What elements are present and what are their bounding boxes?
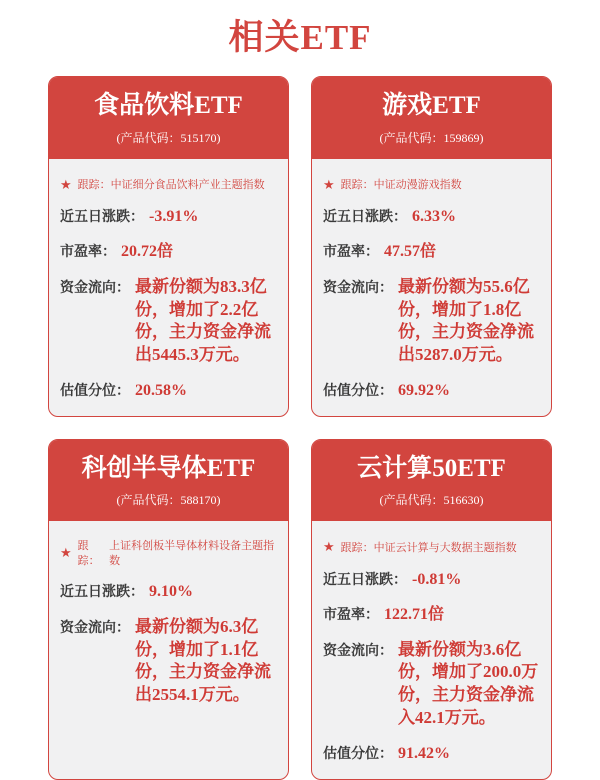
etf-cards-grid [0, 76, 600, 780]
etf-card-title [318, 455, 545, 483]
metric-label: 估值分位： [323, 745, 393, 762]
metric-row [60, 206, 277, 228]
etf-card-title-suffix: ETF [432, 92, 481, 119]
metric-label: 估值分位： [323, 382, 393, 399]
metric-label: 市盈率： [60, 242, 116, 259]
metric-row [60, 380, 277, 402]
metric-value: 47.57倍 [384, 242, 437, 260]
etf-card-header [49, 440, 288, 522]
metric-value: -0.81% [412, 571, 462, 589]
tracked-index-line [60, 539, 277, 568]
metric-row [323, 206, 540, 228]
etf-card[interactable] [311, 439, 552, 780]
etf-card-title [55, 455, 282, 483]
track-label: 跟踪： [77, 178, 111, 191]
etf-card-body [312, 159, 551, 416]
tracked-index-name: 中证细分食品饮料产业主题指数 [110, 178, 265, 191]
etf-card-title [318, 92, 545, 120]
metric-row [323, 639, 540, 731]
etf-card-header [49, 77, 288, 159]
star-icon: ★ [60, 176, 72, 192]
metric-row [323, 569, 540, 591]
metric-label: 资金流向： [60, 278, 130, 295]
etf-card-title-suffix: ETF [206, 454, 256, 482]
metric-list [60, 581, 277, 707]
etf-card-header [312, 77, 551, 159]
etf-card-body [49, 159, 288, 416]
track-label: 跟踪： [77, 540, 100, 567]
metric-row [60, 241, 277, 263]
star-icon: ★ [60, 545, 72, 561]
etf-card-title-cn: 食品饮料 [94, 91, 195, 119]
tracked-index-name: 上证科创板半导体材料设备主题指数 [109, 540, 275, 567]
etf-product-code: (产品代码：516630) [379, 493, 484, 508]
metric-list [60, 206, 277, 402]
etf-card-title-suffix: 50ETF [432, 454, 506, 482]
metric-row [323, 743, 540, 765]
metric-label: 近五日涨跌： [60, 583, 144, 600]
metric-label: 近五日涨跌： [323, 571, 407, 588]
metric-label: 市盈率： [323, 605, 379, 622]
tracked-index-name: 中证动漫游戏指数 [373, 178, 462, 191]
metric-value: 最新份额为55.6亿份，增加了1.8亿份，主力资金净流出5287.0万元。 [398, 276, 534, 365]
metric-value: 122.71倍 [384, 605, 445, 623]
etf-card-body [312, 521, 551, 778]
metric-value: 最新份额为6.3亿份，增加了1.1亿份，主力资金净流出2554.1万元。 [135, 616, 271, 705]
metric-row [323, 380, 540, 402]
metric-value: 20.72倍 [121, 242, 174, 260]
etf-card-title-suffix: ETF [194, 92, 243, 119]
etf-card-title-cn: 云计算 [357, 453, 433, 482]
tracked-index-line [323, 539, 540, 556]
page-title [0, 10, 600, 60]
metric-label: 估值分位： [60, 382, 130, 399]
metric-label: 近五日涨跌： [323, 208, 407, 225]
metric-value: 91.42% [398, 745, 450, 763]
metric-row [60, 276, 277, 368]
page-title-cn: 相关 [228, 18, 301, 57]
metric-row [323, 604, 540, 626]
metric-label: 市盈率： [323, 242, 379, 259]
track-label: 跟踪： [340, 541, 374, 554]
etf-card-body [49, 521, 288, 778]
star-icon: ★ [323, 176, 335, 192]
metric-value: 最新份额为3.6亿份，增加了200.0万份，主力资金净流入42.1万元。 [398, 639, 539, 728]
etf-product-code: (产品代码：159869) [379, 130, 484, 145]
metric-value: 20.58% [135, 382, 187, 400]
etf-product-code: (产品代码：588170) [116, 493, 221, 508]
metric-value: 9.10% [149, 583, 193, 601]
metric-row [323, 276, 540, 368]
metric-label: 资金流向： [60, 618, 130, 635]
etf-product-code: (产品代码：515170) [116, 130, 221, 145]
tracked-index-name: 中证云计算与大数据主题指数 [373, 541, 517, 554]
track-label: 跟踪： [340, 178, 374, 191]
etf-card-header [312, 440, 551, 522]
metric-label: 近五日涨跌： [60, 208, 144, 225]
star-icon: ★ [323, 539, 335, 555]
metric-value: 最新份额为83.3亿份，增加了2.2亿份，主力资金净流出5445.3万元。 [135, 276, 271, 365]
etf-card-title-cn: 游戏 [382, 91, 433, 119]
etf-card[interactable] [48, 76, 289, 417]
etf-card[interactable] [48, 439, 289, 780]
metric-list [323, 206, 540, 402]
metric-value: 6.33% [412, 208, 456, 226]
etf-card-title [55, 92, 282, 120]
metric-list [323, 569, 540, 765]
metric-value: -3.91% [149, 208, 199, 226]
metric-row [60, 616, 277, 708]
tracked-index-line [60, 177, 277, 194]
metric-row [323, 241, 540, 263]
page-title-suffix: ETF [300, 18, 372, 57]
tracked-index-line [323, 177, 540, 194]
metric-label: 资金流向： [323, 641, 393, 658]
etf-card[interactable] [311, 76, 552, 417]
etf-card-title-cn: 科创半导体 [81, 453, 207, 482]
metric-label: 资金流向： [323, 278, 393, 295]
metric-row [60, 581, 277, 603]
metric-value: 69.92% [398, 382, 450, 400]
